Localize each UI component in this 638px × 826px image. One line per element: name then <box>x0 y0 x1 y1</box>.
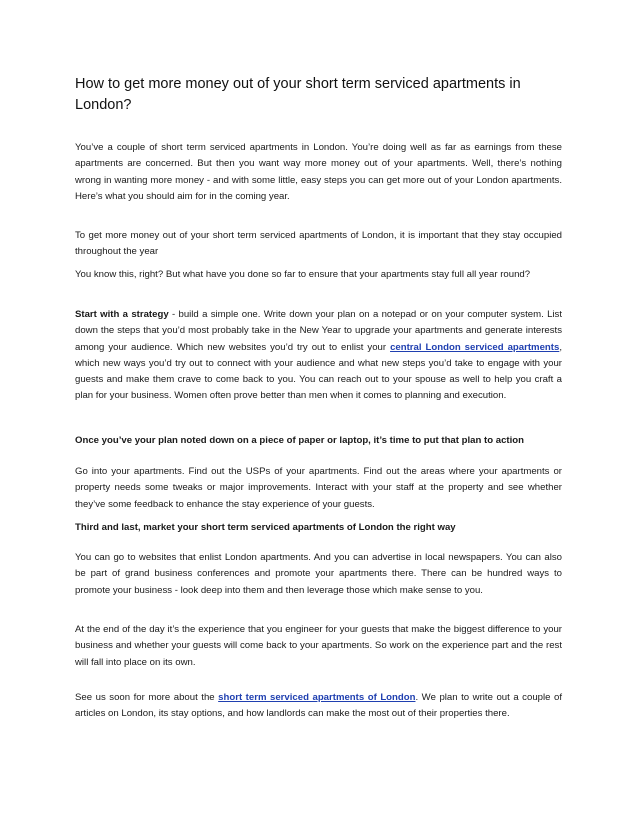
closing-text-a: See us soon for more about the <box>75 692 219 703</box>
experience-paragraph: At the end of the day it’s the experience that you engineer for your guests that make the biggest difference to your business and whether your guests will come back to your apartments. So work on the experience part and the rest will fall into place on its own. <box>75 624 562 668</box>
question-paragraph: You know this, right? But what have you done so far to ensure that your apartments stay full all year round? <box>75 269 531 280</box>
document-title: How to get more money out of your short term serviced apartments in London? <box>75 76 521 113</box>
action-heading: Once you’ve your plan noted down on a piece of paper or laptop, it’s time to put that plan to action <box>75 435 524 446</box>
intro-paragraph: You’ve a couple of short term serviced apartments in London. You’re doing well as far as earnings from these apartments are concerned. But then you want way more money out of your apartments. Well, there’s nothing wrong in wanting more money - and with some little, easy steps you can get more out of your London apartments. Here’s what you should aim for in the coming year. <box>75 142 562 202</box>
central-london-apartments-link[interactable]: central London serviced apartments <box>390 341 560 353</box>
strategy-text-b: , which new ways you’d try out to connect with your audience and what new steps you’d take to engage with your guests and make them crave to come back to you. You can reach out to your spouse as well to help you craft a plan for your business. Women often prove better than men when it comes to planning and execution. <box>75 341 562 402</box>
closing-paragraph <box>75 690 562 723</box>
strategy-heading: Start with a strategy <box>75 309 169 320</box>
closing-text-b: . We plan to write out a couple of articles on London, its stay options, and how landlords can make the most out of their properties there. <box>75 692 562 720</box>
usp-paragraph: Go into your apartments. Find out the USPs of your apartments. Find out the areas where your apartments or property needs some tweaks or major improvements. Interact with your staff at the property and see whether they’ve some feedback to enhance the stay experience of your guests. <box>75 466 562 510</box>
marketing-heading: Third and last, market your short term serviced apartments of London the right way <box>75 522 456 533</box>
strategy-text-a: - build a simple one. Write down your plan on a notepad or on your computer system. List down the steps that you’d most probably take in the New Year to upgrade your apartments and generate interests among your audience. Which new websites you’d try out to enlist your <box>75 309 562 353</box>
strategy-paragraph <box>75 307 562 405</box>
occupancy-paragraph: To get more money out of your short term serviced apartments of London, it is important that they stay occupied throughout the year <box>75 230 562 258</box>
marketing-paragraph: You can go to websites that enlist London apartments. And you can advertise in local newspapers. You can also be part of grand business conferences and promote your apartments there. There can be hundred ways to promote your business - look deep into them and then leverage those which make sense to you. <box>75 552 562 596</box>
short-term-apartments-link[interactable]: short term serviced apartments of London <box>218 692 416 703</box>
